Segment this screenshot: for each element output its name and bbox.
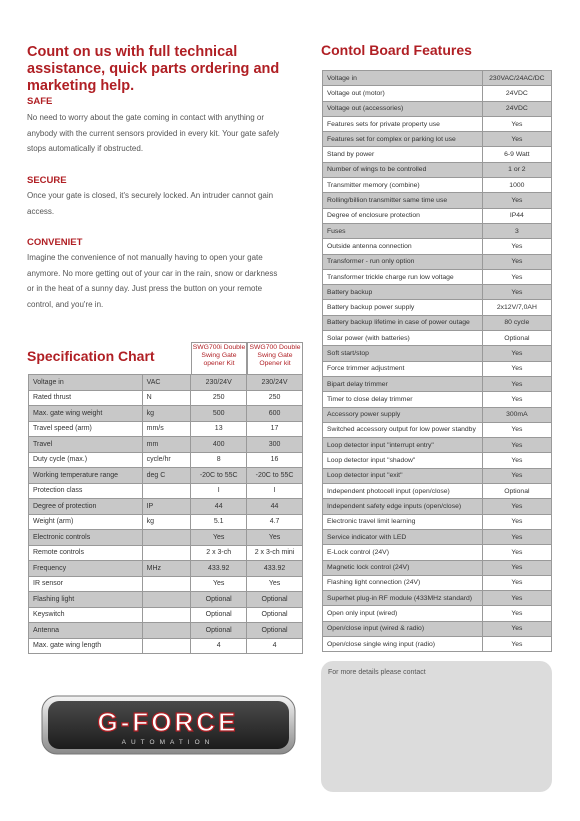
board-row bbox=[323, 422, 552, 437]
spec-row bbox=[29, 499, 303, 515]
spec-cell-swg700: Optional bbox=[247, 607, 303, 623]
spec-cell-swg700i: 500 bbox=[191, 406, 247, 422]
spec-cell-label: Flashing light bbox=[29, 592, 143, 608]
board-cell-feature: Battery backup power supply bbox=[323, 300, 483, 315]
spec-cell-swg700: 16 bbox=[247, 452, 303, 468]
section-body-convenient: Imagine the convenience of not manually having to open your gate anymore. No more getting out of your car in the rain, snow or darkness or in the heat of a sunny day. Just press the button on your remote control, and you're in. bbox=[27, 253, 278, 309]
board-cell-value: Yes bbox=[482, 636, 551, 651]
spec-cell-swg700i: 230/24V bbox=[191, 375, 247, 391]
board-cell-value: Yes bbox=[482, 621, 551, 636]
spec-row bbox=[29, 623, 303, 639]
spec-cell-label: Protection class bbox=[29, 483, 143, 499]
board-row bbox=[323, 636, 552, 651]
board-row bbox=[323, 285, 552, 300]
board-cell-feature: Open/close input (wired & radio) bbox=[323, 621, 483, 636]
board-cell-value: Yes bbox=[482, 545, 551, 560]
contact-text: For more details please contact bbox=[328, 669, 426, 676]
section-title-secure: SECURE bbox=[27, 175, 67, 186]
spec-cell-label: Frequency bbox=[29, 561, 143, 577]
board-cell-feature: Open only input (wired) bbox=[323, 606, 483, 621]
board-cell-value: Optional bbox=[482, 331, 551, 346]
board-cell-value: Yes bbox=[482, 591, 551, 606]
board-cell-feature: E-Lock control (24V) bbox=[323, 545, 483, 560]
spec-cell-swg700: 300 bbox=[247, 437, 303, 453]
spec-cell-unit: IP bbox=[142, 499, 191, 515]
board-row bbox=[323, 86, 552, 101]
board-row bbox=[323, 178, 552, 193]
board-cell-value: Yes bbox=[482, 529, 551, 544]
board-cell-feature: Superhet plug-in RF module (433MHz standard) bbox=[323, 591, 483, 606]
spec-row bbox=[29, 390, 303, 406]
section-body-safe: No need to worry about the gate coming in contact with anything or anybody with the current sensors provided in every kit. Your gate safely stops automatically if obstructed. bbox=[27, 113, 280, 153]
section-body-secure: Once your gate is closed, it's securely locked. An intruder cannot gain access. bbox=[27, 191, 274, 216]
board-cell-feature: Timer to close delay trimmer bbox=[323, 392, 483, 407]
spec-row bbox=[29, 437, 303, 453]
board-cell-feature: Features sets for private property use bbox=[323, 116, 483, 131]
board-cell-value: 24VDC bbox=[482, 101, 551, 116]
spec-cell-swg700: Yes bbox=[247, 576, 303, 592]
board-cell-value: Yes bbox=[482, 499, 551, 514]
board-cell-value: Yes bbox=[482, 438, 551, 453]
board-cell-feature: Independent photocell input (open/close) bbox=[323, 484, 483, 499]
spec-row bbox=[29, 375, 303, 391]
board-cell-value: Yes bbox=[482, 468, 551, 483]
board-cell-value: Yes bbox=[482, 254, 551, 269]
spec-cell-label: Remote controls bbox=[29, 545, 143, 561]
spec-row bbox=[29, 607, 303, 623]
board-cell-value: Yes bbox=[482, 392, 551, 407]
board-cell-value: Yes bbox=[482, 346, 551, 361]
board-cell-feature: Voltage out (motor) bbox=[323, 86, 483, 101]
board-cell-feature: Degree of enclosure protection bbox=[323, 208, 483, 223]
spec-cell-label: Keyswitch bbox=[29, 607, 143, 623]
board-row bbox=[323, 606, 552, 621]
board-row bbox=[323, 560, 552, 575]
spec-row bbox=[29, 592, 303, 608]
spec-cell-unit bbox=[142, 545, 191, 561]
board-cell-feature: Stand by power bbox=[323, 147, 483, 162]
board-cell-value: Yes bbox=[482, 116, 551, 131]
board-row bbox=[323, 162, 552, 177]
board-cell-value: Yes bbox=[482, 560, 551, 575]
spec-cell-swg700: 2 x 3-ch mini bbox=[247, 545, 303, 561]
board-row bbox=[323, 71, 552, 86]
board-row bbox=[323, 591, 552, 606]
spec-cell-unit: MHz bbox=[142, 561, 191, 577]
board-row bbox=[323, 361, 552, 376]
spec-cell-unit: cycle/hr bbox=[142, 452, 191, 468]
spec-cell-unit: mm bbox=[142, 437, 191, 453]
board-cell-feature: Battery backup lifetime in case of power outage bbox=[323, 315, 483, 330]
spec-row bbox=[29, 638, 303, 654]
spec-cell-unit bbox=[142, 592, 191, 608]
board-cell-feature: Transmitter memory (combine) bbox=[323, 178, 483, 193]
spec-cell-swg700i: Optional bbox=[191, 623, 247, 639]
spec-cell-swg700: 4.7 bbox=[247, 514, 303, 530]
spec-cell-swg700: 44 bbox=[247, 499, 303, 515]
board-cell-feature: Service indicator with LED bbox=[323, 529, 483, 544]
board-cell-feature: Rolling/billion transmitter same time use bbox=[323, 193, 483, 208]
spec-row bbox=[29, 421, 303, 437]
spec-cell-unit bbox=[142, 607, 191, 623]
board-cell-value: Yes bbox=[482, 422, 551, 437]
contact-box bbox=[321, 661, 552, 792]
board-cell-value: 3 bbox=[482, 223, 551, 238]
gforce-logo bbox=[41, 695, 296, 755]
board-cell-feature: Fuses bbox=[323, 223, 483, 238]
spec-cell-label: Electronic controls bbox=[29, 530, 143, 546]
board-row bbox=[323, 529, 552, 544]
board-cell-feature: Magnetic lock control (24V) bbox=[323, 560, 483, 575]
spec-cell-label: Voltage in bbox=[29, 375, 143, 391]
board-row bbox=[323, 208, 552, 223]
board-row bbox=[323, 438, 552, 453]
board-row bbox=[323, 193, 552, 208]
spec-row bbox=[29, 452, 303, 468]
spec-cell-swg700: 4 bbox=[247, 638, 303, 654]
section-title-convenient: CONVENIET bbox=[27, 237, 83, 248]
spec-cell-unit: VAC bbox=[142, 375, 191, 391]
board-cell-feature: Voltage in bbox=[323, 71, 483, 86]
board-cell-value: Yes bbox=[482, 239, 551, 254]
spec-cell-swg700i: Yes bbox=[191, 576, 247, 592]
spec-table bbox=[28, 374, 303, 654]
board-row bbox=[323, 453, 552, 468]
spec-cell-swg700: 433.92 bbox=[247, 561, 303, 577]
spec-cell-unit: mm/s bbox=[142, 421, 191, 437]
spec-chart-title: Specification Chart bbox=[27, 348, 155, 364]
spec-cell-swg700: I bbox=[247, 483, 303, 499]
board-row bbox=[323, 331, 552, 346]
board-cell-feature: Loop detector input "shadow" bbox=[323, 453, 483, 468]
board-cell-feature: Solar power (with batteries) bbox=[323, 331, 483, 346]
board-cell-value: 1 or 2 bbox=[482, 162, 551, 177]
board-cell-feature: Independent safety edge inputs (open/close) bbox=[323, 499, 483, 514]
board-cell-feature: Flashing light connection (24V) bbox=[323, 575, 483, 590]
board-row bbox=[323, 101, 552, 116]
board-cell-feature: Open/close single wing input (radio) bbox=[323, 636, 483, 651]
board-row bbox=[323, 468, 552, 483]
spec-cell-swg700i: 8 bbox=[191, 452, 247, 468]
spec-cell-swg700i: I bbox=[191, 483, 247, 499]
board-row bbox=[323, 575, 552, 590]
spec-cell-swg700i: 400 bbox=[191, 437, 247, 453]
spec-row bbox=[29, 514, 303, 530]
spec-cell-swg700: Yes bbox=[247, 530, 303, 546]
spec-cell-swg700i: Yes bbox=[191, 530, 247, 546]
board-features-title: Contol Board Features bbox=[321, 42, 472, 58]
spec-cell-swg700i: 250 bbox=[191, 390, 247, 406]
spec-cell-unit bbox=[142, 483, 191, 499]
spec-cell-label: Max. gate wing weight bbox=[29, 406, 143, 422]
spec-row bbox=[29, 545, 303, 561]
board-cell-value: Yes bbox=[482, 376, 551, 391]
board-row bbox=[323, 147, 552, 162]
spec-column-header-swg700: SWG700 Double Swing Gate Opener kit bbox=[247, 342, 303, 374]
board-cell-value: Optional bbox=[482, 484, 551, 499]
spec-cell-label: Rated thrust bbox=[29, 390, 143, 406]
board-cell-value: 24VDC bbox=[482, 86, 551, 101]
board-cell-value: Yes bbox=[482, 575, 551, 590]
board-cell-value: Yes bbox=[482, 269, 551, 284]
board-cell-value: Yes bbox=[482, 514, 551, 529]
board-cell-feature: Battery backup bbox=[323, 285, 483, 300]
spec-cell-label: Duty cycle (max.) bbox=[29, 452, 143, 468]
spec-column-header-swg700i: SWG700i Double Swing Gate opener Kit bbox=[191, 342, 247, 374]
spec-cell-label: Antenna bbox=[29, 623, 143, 639]
board-cell-feature: Transformer - run only option bbox=[323, 254, 483, 269]
board-cell-value: Yes bbox=[482, 132, 551, 147]
spec-cell-label: Working temperature range bbox=[29, 468, 143, 484]
board-row bbox=[323, 376, 552, 391]
board-cell-value: Yes bbox=[482, 453, 551, 468]
board-cell-feature: Outside antenna connection bbox=[323, 239, 483, 254]
board-cell-value: Yes bbox=[482, 285, 551, 300]
board-cell-value: IP44 bbox=[482, 208, 551, 223]
spec-cell-swg700: 250 bbox=[247, 390, 303, 406]
spec-cell-swg700: Optional bbox=[247, 623, 303, 639]
board-cell-value: 80 cycle bbox=[482, 315, 551, 330]
spec-cell-swg700i: -20C to 55C bbox=[191, 468, 247, 484]
spec-cell-unit bbox=[142, 623, 191, 639]
spec-row bbox=[29, 576, 303, 592]
board-cell-feature: Accessory power supply bbox=[323, 407, 483, 422]
board-cell-value: 2x12V/7,0AH bbox=[482, 300, 551, 315]
board-cell-feature: Voltage out (accessories) bbox=[323, 101, 483, 116]
board-cell-feature: Features set for complex or parking lot use bbox=[323, 132, 483, 147]
spec-cell-label: IR sensor bbox=[29, 576, 143, 592]
section-title-safe: SAFE bbox=[27, 96, 53, 107]
spec-cell-unit bbox=[142, 576, 191, 592]
board-row bbox=[323, 514, 552, 529]
board-row bbox=[323, 269, 552, 284]
board-row bbox=[323, 392, 552, 407]
spec-cell-swg700i: 2 x 3-ch bbox=[191, 545, 247, 561]
spec-cell-label: Degree of protection bbox=[29, 499, 143, 515]
board-cell-feature: Soft start/stop bbox=[323, 346, 483, 361]
board-cell-value: Yes bbox=[482, 361, 551, 376]
board-row bbox=[323, 346, 552, 361]
spec-cell-unit: N bbox=[142, 390, 191, 406]
spec-cell-swg700: 230/24V bbox=[247, 375, 303, 391]
spec-cell-swg700: 600 bbox=[247, 406, 303, 422]
board-row bbox=[323, 499, 552, 514]
board-row bbox=[323, 132, 552, 147]
spec-cell-label: Weight (arm) bbox=[29, 514, 143, 530]
board-cell-feature: Loop detector input "interrupt entry" bbox=[323, 438, 483, 453]
logo-brand-text: G-FORCE bbox=[97, 707, 239, 737]
spec-row bbox=[29, 406, 303, 422]
board-cell-value: 230VAC/24AC/DC bbox=[482, 71, 551, 86]
page-headline: Count on us with full technical assistance, quick parts ordering and marketing help. bbox=[27, 44, 280, 94]
spec-cell-swg700: -20C to 55C bbox=[247, 468, 303, 484]
spec-cell-unit: kg bbox=[142, 514, 191, 530]
board-cell-value: Yes bbox=[482, 606, 551, 621]
spec-cell-unit bbox=[142, 638, 191, 654]
spec-cell-label: Travel speed (arm) bbox=[29, 421, 143, 437]
board-cell-feature: Bipart delay trimmer bbox=[323, 376, 483, 391]
board-cell-value: 300mA bbox=[482, 407, 551, 422]
spec-cell-label: Travel bbox=[29, 437, 143, 453]
spec-cell-swg700i: 433.92 bbox=[191, 561, 247, 577]
spec-cell-swg700i: 44 bbox=[191, 499, 247, 515]
board-cell-feature: Transformer trickle charge run low voltage bbox=[323, 269, 483, 284]
board-row bbox=[323, 254, 552, 269]
board-features-table bbox=[322, 70, 552, 652]
spec-cell-swg700: 17 bbox=[247, 421, 303, 437]
board-row bbox=[323, 223, 552, 238]
spec-row bbox=[29, 561, 303, 577]
board-row bbox=[323, 116, 552, 131]
board-cell-value: 1000 bbox=[482, 178, 551, 193]
spec-cell-unit bbox=[142, 530, 191, 546]
board-cell-value: 6-9 Watt bbox=[482, 147, 551, 162]
board-row bbox=[323, 484, 552, 499]
board-cell-value: Yes bbox=[482, 193, 551, 208]
spec-row bbox=[29, 468, 303, 484]
board-cell-feature: Number of wings to be controlled bbox=[323, 162, 483, 177]
spec-row bbox=[29, 483, 303, 499]
spec-cell-swg700i: 13 bbox=[191, 421, 247, 437]
spec-cell-swg700i: 5.1 bbox=[191, 514, 247, 530]
spec-row bbox=[29, 530, 303, 546]
spec-cell-swg700i: 4 bbox=[191, 638, 247, 654]
board-row bbox=[323, 315, 552, 330]
board-row bbox=[323, 545, 552, 560]
board-cell-feature: Switched accessory output for low power standby bbox=[323, 422, 483, 437]
logo-tagline-text: AUTOMATION bbox=[121, 739, 215, 746]
spec-cell-swg700i: Optional bbox=[191, 607, 247, 623]
spec-cell-unit: deg C bbox=[142, 468, 191, 484]
board-cell-feature: Loop detector input "exit" bbox=[323, 468, 483, 483]
spec-cell-unit: kg bbox=[142, 406, 191, 422]
spec-cell-swg700i: Optional bbox=[191, 592, 247, 608]
board-cell-feature: Electronic travel limit learning bbox=[323, 514, 483, 529]
board-row bbox=[323, 300, 552, 315]
board-row bbox=[323, 239, 552, 254]
board-row bbox=[323, 621, 552, 636]
spec-cell-swg700: Optional bbox=[247, 592, 303, 608]
board-cell-feature: Force trimmer adjustment bbox=[323, 361, 483, 376]
board-row bbox=[323, 407, 552, 422]
spec-cell-label: Max. gate wing length bbox=[29, 638, 143, 654]
